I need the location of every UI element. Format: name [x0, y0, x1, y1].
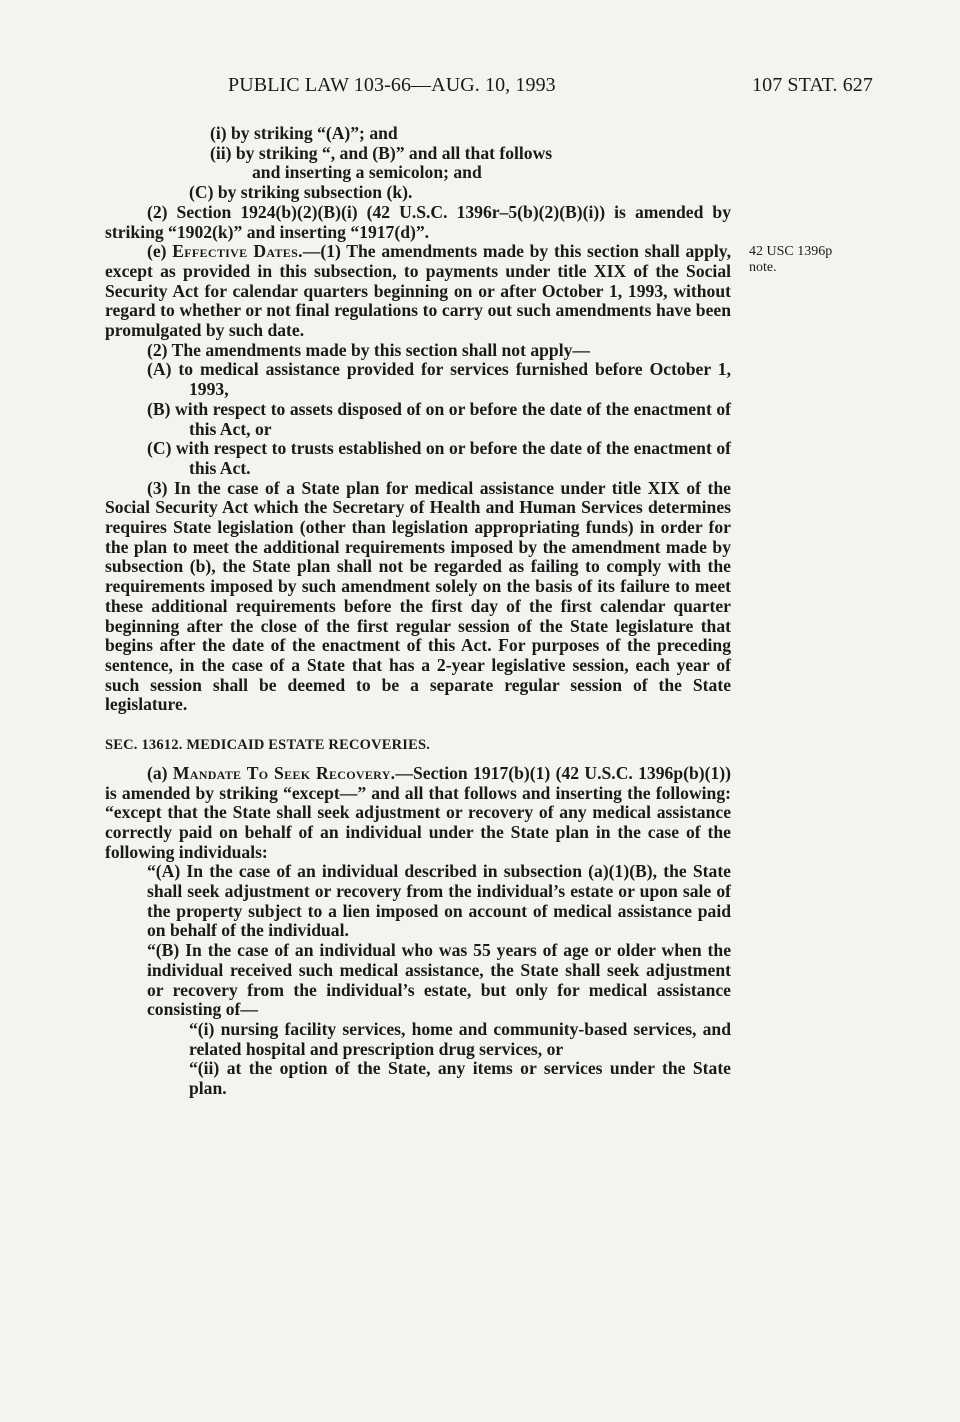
subsection-a-heading: Mandate To Seek Recovery. [172, 762, 396, 783]
quoted-clause-ii: “(ii) at the option of the State, any items or services under the State plan. [189, 1058, 731, 1099]
quoted-subparagraph-b: “(B) In the case of an individual who was 55 years of age or older when the individual received such medical assistance, the State shall seek adjustment or recovery from the individual’s estate, but only for medical assistance consisting of— [147, 940, 731, 1020]
subparagraph-e2a: (A) to medical assistance provided for services furnished before October 1, 1993, [147, 359, 731, 400]
paragraph-2: (2) Section 1924(b)(2)(B)(i) (42 U.S.C. 1396r–5(b)(2)(B)(i)) is amended by striking “1902(k)” and inserting “1917(d)”. [105, 201, 731, 242]
statute-body [105, 124, 731, 1099]
clause-i: (i) by striking “(A)”; and [210, 123, 398, 143]
quoted-clause-i: “(i) nursing facility services, home and community-based services, and related hospital and prescription drug services, or [189, 1018, 731, 1059]
margin-note-label: note. [749, 260, 777, 275]
subsection-e-label: (e) [147, 241, 173, 262]
quoted-subparagraph-a: “(A) In the case of an individual described in subsection (a)(1)(B), the State shall seek adjustment or recovery from the individual’s estate or upon sale of the property subject to a lien imposed on account of medical assistance paid on behalf of the individual. [147, 861, 731, 941]
margin-note-citation: 42 USC 1396p [749, 244, 833, 259]
subparagraph-e2b: (B) with respect to assets disposed of on or before the date of the enactment of this Act, or [147, 398, 731, 439]
subsection-a-text: —Section 1917(b)(1) (42 U.S.C. 1396p(b)(1)) is amended by striking “except—” and all that follows and inserting the following: “except that the State shall seek adjustment or recovery of any medical assistance correctly paid on behalf of an individual under the State plan in the case of the following individuals: [105, 762, 731, 862]
subsection-a [105, 764, 731, 863]
subsection-e-heading: Effective Dates. [172, 241, 303, 262]
section-heading: SEC. 13612. MEDICAID ESTATE RECOVERIES. [105, 737, 431, 754]
running-header [228, 74, 873, 104]
paragraph-e2: (2) The amendments made by this section shall not apply— [147, 339, 590, 360]
subsection-e-text: —(1) The amendments made by this section shall apply, except as provided in this subsection, to payments under title XIX of the Social Security Act for calendar quarters beginning on or after October 1, 1993, without regard to whether or not final regulations to carry out such amendments have been promulgated by such date. [105, 241, 731, 341]
subsection-a-label: (a) [147, 762, 173, 783]
margin-note [749, 244, 869, 276]
clause-ii: (ii) by striking “, and (B)” and all that follows [210, 142, 553, 163]
paragraph-e3: (3) In the case of a State plan for medical assistance under title XIX of the Social Security Act which the Secretary of Health and Human Services determines requires State legislation (other than legislation appropriating funds) in order for the plan to meet the additional requirements imposed by the amendment made by subsection (b), the State plan shall not be regarded as failing to comply with the requirements imposed by such amendment solely on the basis of its failure to meet these additional requirements before the first day of the first calendar quarter beginning after the close of the first regular session of the State legislature that begins after the date of the enactment of this Act. For purposes of the preceding sentence, in the case of a State that has a 2-year legislative session, each year of such session shall be deemed to be a separate regular session of the State legislature. [105, 477, 731, 715]
statute-page-number: 107 STAT. 627 [752, 74, 873, 96]
public-law-citation: PUBLIC LAW 103-66—AUG. 10, 1993 [228, 74, 556, 96]
subparagraph-c: (C) by striking subsection (k). [189, 182, 413, 203]
clause-ii-continuation: and inserting a semicolon; and [252, 162, 482, 183]
subparagraph-e2c: (C) with respect to trusts established on or before the date of the enactment of this Act. [147, 438, 731, 478]
subsection-e [105, 242, 731, 341]
